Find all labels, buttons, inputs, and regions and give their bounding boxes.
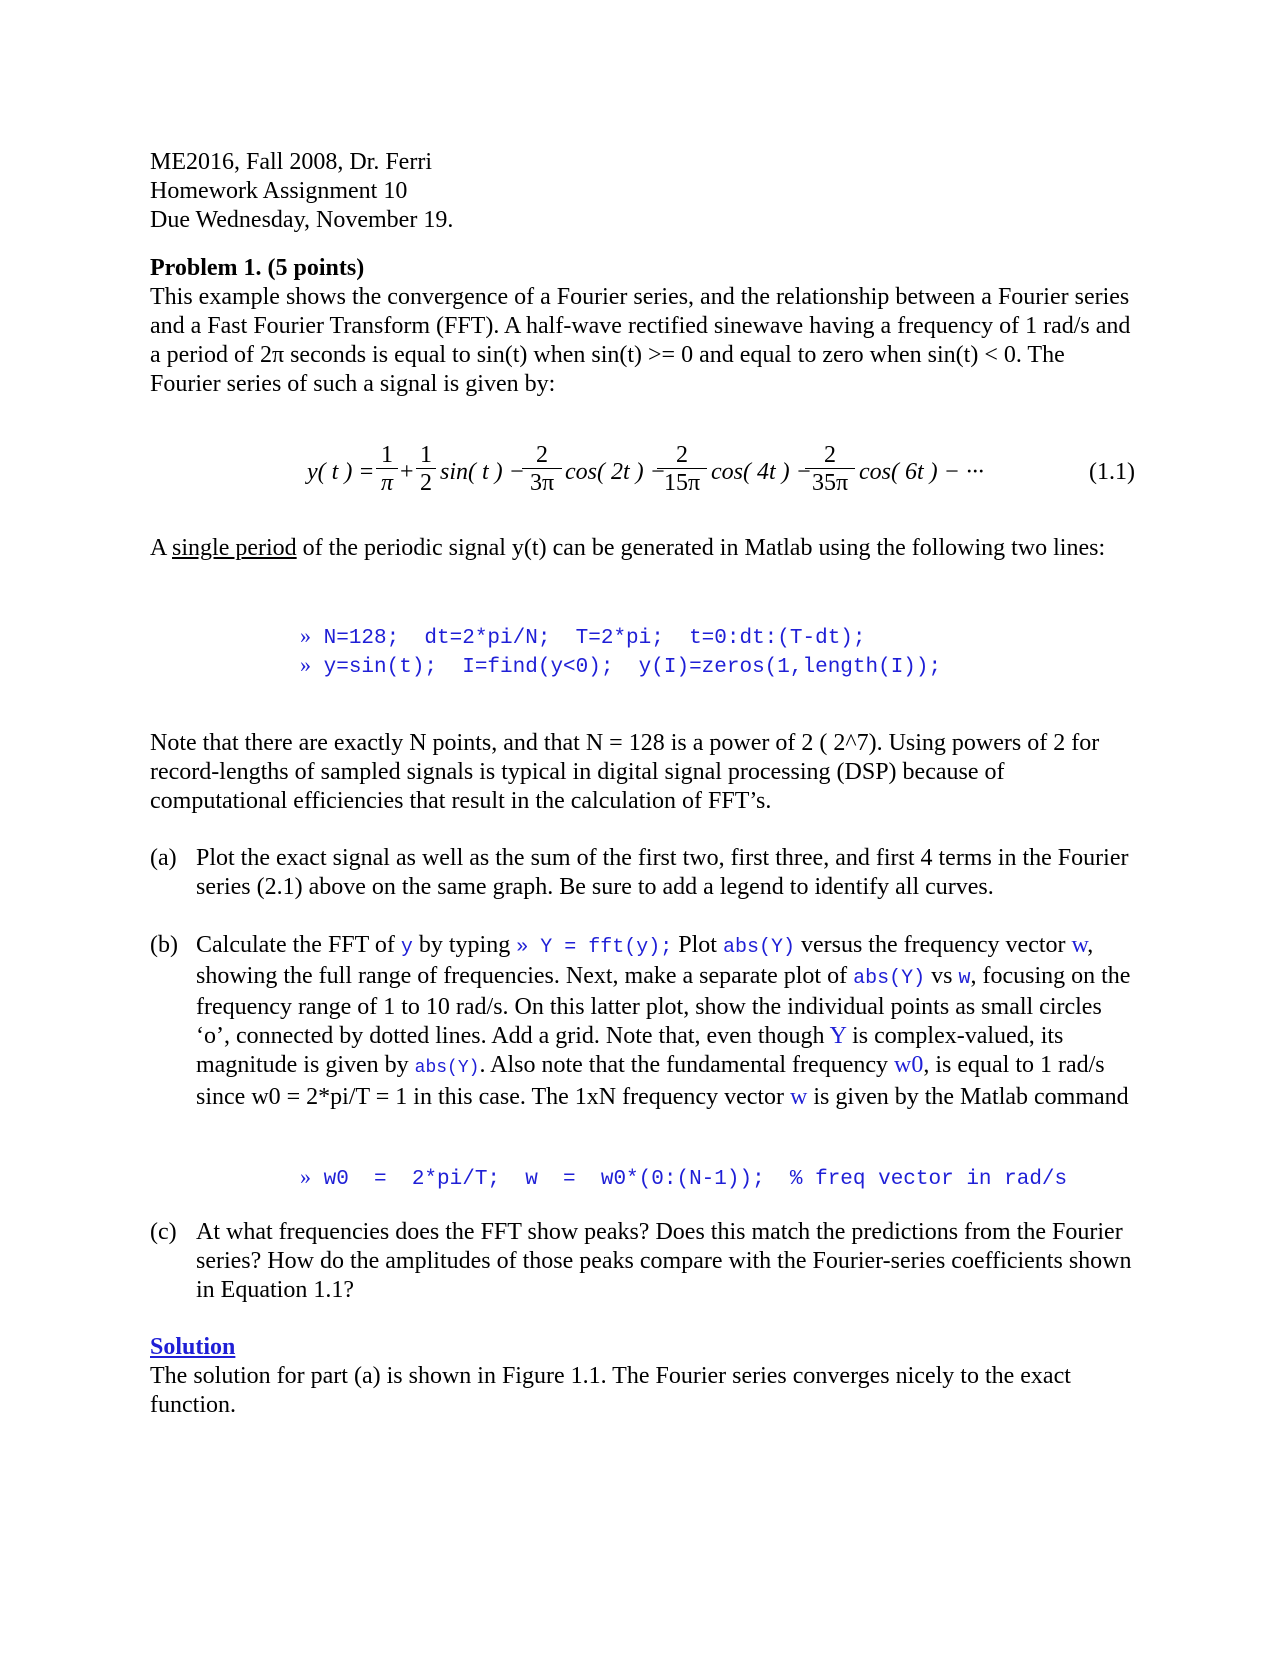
part-c [150, 1218, 1135, 1305]
problem-intro: This example shows the convergence of a Fourier series, and the relationship between a Fourier series and a Fast Fourier Transform (FFT). A half-wave rectified sinewave having a frequency of 1 rad/s and a period of 2π seconds is equal to sin(t) when sin(t) >= 0 and equal to zero when sin(t) < 0. The Fourier series of such a signal is given by: [150, 284, 1131, 397]
part-b-label: (b) [150, 932, 178, 958]
solution-text: The solution for part (a) is shown in Figure 1.1. The Fourier series converges nicely to the exact function. [150, 1363, 1071, 1418]
code-absY: abs(Y) [853, 967, 926, 990]
code-y: y [400, 936, 413, 959]
eq-term-cos6t: cos( 6t ) − ··· [859, 459, 984, 485]
eq-fraction-1: $\frac{1}{\pi}$ [376, 442, 398, 497]
equation-1-1 [150, 442, 1135, 502]
part-c-text: At what frequencies does the FFT show peaks? Does this match the predictions from the Fourier series? How do the amplitudes of those peaks compare with the Fourier-series coefficients shown in Equation 1.1? [196, 1219, 1132, 1303]
code-absY: abs(Y) [414, 1058, 480, 1078]
code-fft: » Y = fft(y); [516, 936, 673, 959]
eq-fraction-2: $\frac{1}{2}$ [416, 442, 436, 497]
part-c-label: (c) [150, 1219, 177, 1245]
assignment-line: Homework Assignment 10 [150, 178, 408, 204]
single-period-underlined: single period [172, 535, 297, 561]
equation-number: (1.1) [1089, 459, 1135, 485]
solution-heading: Solution [150, 1334, 236, 1360]
header-block [150, 148, 1135, 235]
eq-lhs: y( t ) = [307, 459, 375, 485]
due-date-line: Due Wednesday, November 19. [150, 207, 454, 233]
eq-fraction-5: $\frac{2}{35\pi}$ [805, 442, 855, 497]
part-a-label: (a) [150, 845, 177, 871]
part-a [150, 844, 1135, 902]
matlab-prompt: » [300, 1164, 311, 1189]
eq-term-cos4t: cos( 4t ) − [711, 459, 812, 485]
eq-plus: + [400, 459, 414, 485]
solution-section [150, 1333, 1135, 1420]
eq-term-cos2t: cos( 2t ) − [565, 459, 666, 485]
eq-fraction-4: $\frac{2}{15\pi}$ [657, 442, 707, 497]
eq-fraction-3: $\frac{2}{3\pi}$ [522, 442, 562, 497]
matlab-prompt: » [300, 623, 311, 648]
code-w: w [958, 967, 971, 990]
eq-term-sin: sin( t ) − [440, 459, 525, 485]
note-paragraph: Note that there are exactly N points, and that N = 128 is a power of 2 ( 2^7). Using powers of 2 for record-lengths of sampled signals is typical in digital signal processing (DSP) because of computational efficiencies that result in the calculation of FFT’s. [150, 730, 1100, 814]
code-absY: abs(Y) [722, 936, 795, 959]
problem-title: Problem 1. (5 points) [150, 255, 365, 281]
code-line-1: » N=128; dt=2*pi/N; T=2*pi; t=0:dt:(T-dt); [300, 623, 866, 650]
single-period-paragraph: A single period of the periodic signal y(t) can be generated in Matlab using the following two lines: [150, 535, 1106, 561]
code-w0: w0 [894, 1052, 924, 1078]
code-line-3: » w0 = 2*pi/T; w = w0*(0:(N-1)); % freq vector in rad/s [300, 1164, 1068, 1191]
code-Y: Y [829, 1023, 847, 1049]
problem-section [150, 254, 1135, 399]
document-page [150, 148, 1135, 235]
matlab-prompt: » [300, 652, 311, 677]
course-line: ME2016, Fall 2008, Dr. Ferri [150, 149, 432, 175]
part-b: (b) Calculate the FFT of y by typing » Y = fft(y); Plot abs(Y) versus the frequency vector w, showing the full range of frequencies. Next, make a separate plot of abs(Y) vs w, focusing on the frequency range of 1 to 10 rad/s. On this latter plot, show the individual points as small circles ‘o’, connected by dotted lines. Add a grid. Note that, even though Y is complex-valued, its magnitude is given by abs(Y). Also note that the fundamental frequency w0, is equal to 1 rad/s since w0 = 2*pi/T = 1 in this case. The 1xN frequency vector w is given by the Matlab command [150, 932, 1131, 1110]
code-w: w [790, 1084, 808, 1110]
code-line-2: » y=sin(t); I=find(y<0); y(I)=zeros(1,length(I)); [300, 652, 942, 679]
part-a-text: Plot the exact signal as well as the sum of the first two, first three, and first 4 terms in the Fourier series (2.1) above on the same graph. Be sure to add a legend to identify all curves. [196, 845, 1129, 900]
code-w: w [1071, 932, 1088, 958]
